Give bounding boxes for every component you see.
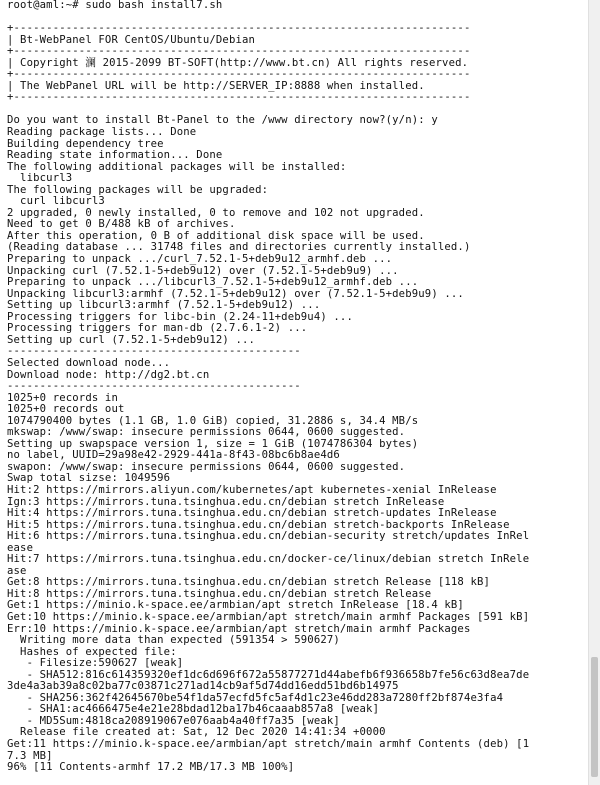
terminal-line: After this operation, 0 B of additional disk space will be used.: [7, 229, 425, 242]
terminal-line: Unpacking curl (7.52.1-5+deb9u12) over (7.52.1-5+deb9u9) ...: [7, 264, 399, 277]
terminal-line: Hashes of expected file:: [7, 645, 177, 658]
terminal-line: root@aml:~# sudo bash install7.sh: [7, 0, 223, 11]
terminal-line: Release file created at: Sat, 12 Dec 2020 14:41:34 +0000: [7, 726, 386, 739]
terminal-line: ase: [7, 564, 27, 577]
terminal-line: - SHA512:816c614359320ef1dc6d696f672a55877271d44abefb6f936658b7fe56c63d8ea7de: [7, 668, 530, 681]
terminal-line: Download node: http://dg2.bt.cn: [7, 368, 210, 381]
terminal-line: Preparing to unpack .../libcurl3_7.52.1-5+deb9u12_armhf.deb ...: [7, 276, 419, 289]
terminal-line: 1074790400 bytes (1.1 GB, 1.0 GiB) copied, 31.2886 s, 34.4 MB/s: [7, 414, 419, 427]
terminal-line: Hit:2 https://mirrors.aliyun.com/kubernetes/apt kubernetes-xenial InRelease: [7, 483, 497, 496]
vertical-scrollbar[interactable]: [588, 0, 600, 785]
terminal-line: Ign:3 https://mirrors.tuna.tsinghua.edu.cn/debian stretch InRelease: [7, 495, 445, 508]
terminal-line: | Copyright 澜 2015-2099 BT-SOFT(http://www.bt.cn) All rights reserved.: [7, 56, 469, 69]
terminal-line: Get:11 https://minio.k-space.ee/armbian/apt stretch/main armhf Contents (deb) [1: [7, 738, 530, 750]
terminal-line: no label, UUID=29a98e42-2929-441a-8f43-08bc6b8ae4d6: [7, 449, 340, 462]
terminal-line: Hit:8 https://mirrors.tuna.tsinghua.edu.cn/debian stretch Release: [7, 587, 432, 600]
terminal-line: Swap total sizse: 1049596: [7, 472, 171, 485]
terminal-line: 1025+0 records out: [7, 403, 125, 416]
terminal-line: (Reading database ... 31748 files and directories currently installed.): [7, 241, 471, 254]
terminal-line: Reading package lists... Done: [7, 126, 197, 139]
terminal-line: | Bt-WebPanel FOR CentOS/Ubuntu/Debian: [7, 33, 256, 46]
terminal-line: +----------------------------------------------------------------------: [7, 22, 471, 35]
terminal-line: The following additional packages will be installed:: [7, 160, 347, 173]
scrollbar-thumb[interactable]: [591, 657, 598, 777]
terminal-line: Hit:6 https://mirrors.tuna.tsinghua.edu.cn/debian-security stretch/updates InRel: [7, 530, 530, 543]
terminal-line: ease: [7, 541, 34, 554]
terminal-line: libcurl3: [7, 172, 73, 185]
terminal-line: Get:10 https://minio.k-space.ee/armbian/apt stretch/main armhf Packages [591 kB]: [7, 610, 530, 623]
terminal-line: Setting up swapspace version 1, size = 1 GiB (1074786304 bytes): [7, 437, 419, 450]
terminal-line: +----------------------------------------------------------------------: [7, 91, 471, 104]
terminal-line: Writing more data than expected (591354 > 590627): [7, 634, 340, 647]
terminal-line: Processing triggers for libc-bin (2.24-11+deb9u4) ...: [7, 310, 353, 323]
terminal-line: Preparing to unpack .../curl_7.52.1-5+deb9u12_armhf.deb ...: [7, 253, 393, 266]
terminal-line: mkswap: /www/swap: insecure permissions 0644, 0600 suggested.: [7, 426, 406, 439]
terminal-output: [7, 0, 587, 774]
terminal-line: The following packages will be upgraded:: [7, 183, 269, 196]
terminal-line: curl libcurl3: [7, 195, 105, 208]
terminal-line: - Filesize:590627 [weak]: [7, 657, 184, 670]
terminal-line: Get:8 https://mirrors.tuna.tsinghua.edu.cn/debian stretch Release [118 kB]: [7, 576, 491, 589]
terminal-line: ---------------------------------------------: [7, 380, 301, 393]
terminal-line: Err:10 https://minio.k-space.ee/armbian/apt stretch/main armhf Packages: [7, 622, 471, 635]
terminal-line: Reading state information... Done: [7, 149, 223, 162]
terminal-line: Unpacking libcurl3:armhf (7.52.1-5+deb9u12) over (7.52.1-5+deb9u9) ...: [7, 287, 464, 300]
terminal-line: +----------------------------------------------------------------------: [7, 45, 471, 58]
terminal-line: ---------------------------------------------: [7, 345, 301, 358]
terminal-line: Hit:5 https://mirrors.tuna.tsinghua.edu.cn/debian stretch-backports InRelease: [7, 518, 510, 531]
terminal-line: 3de4a3ab39a8c02ba77c03871c271ad14cb9af5d74dd16edd51bd6b14975: [7, 680, 399, 693]
terminal-line: Setting up curl (7.52.1-5+deb9u12) ...: [7, 333, 256, 346]
terminal-line: Setting up libcurl3:armhf (7.52.1-5+deb9u12) ...: [7, 299, 321, 312]
terminal-line: Building dependency tree: [7, 137, 164, 150]
terminal-line: Hit:4 https://mirrors.tuna.tsinghua.edu.cn/debian stretch-updates InRelease: [7, 507, 497, 520]
terminal-line: 96% [11 Contents-armhf 17.2 MB/17.3 MB 100%]: [7, 761, 295, 774]
terminal-line: - SHA256:362f42645670be54f1da57ecfd5fc5af4d1c23e46dd283a7280ff2bf874e3fa4: [7, 691, 504, 704]
terminal-line: 2 upgraded, 0 newly installed, 0 to remove and 102 not upgraded.: [7, 206, 425, 219]
terminal-line: Hit:7 https://mirrors.tuna.tsinghua.edu.cn/docker-ce/linux/debian stretch InRele: [7, 553, 530, 566]
terminal-line: Do you want to install Bt-Panel to the /www directory now?(y/n): y: [7, 114, 438, 127]
terminal-line: Selected download node...: [7, 356, 171, 369]
terminal-line: 1025+0 records in: [7, 391, 118, 404]
terminal-line: swapon: /www/swap: insecure permissions 0644, 0600 suggested.: [7, 460, 406, 473]
terminal-line: Need to get 0 B/488 kB of archives.: [7, 218, 236, 231]
terminal-line: 7.3 MB]: [7, 749, 53, 762]
terminal-line: Processing triggers for man-db (2.7.6.1-2) ...: [7, 322, 308, 335]
terminal-line: | The WebPanel URL will be http://SERVER_IP:8888 when installed.: [7, 79, 425, 92]
terminal-line: +----------------------------------------------------------------------: [7, 68, 471, 81]
terminal-line: - SHA1:ac4666475e4e21e28bdad12ba17b46caaab857a8 [weak]: [7, 703, 380, 716]
terminal-line: Get:1 https://minio.k-space.ee/armbian/apt stretch InRelease [18.4 kB]: [7, 599, 464, 612]
terminal-line: - MD5Sum:4818ca208919067e076aab4a40ff7a35 [weak]: [7, 714, 340, 727]
